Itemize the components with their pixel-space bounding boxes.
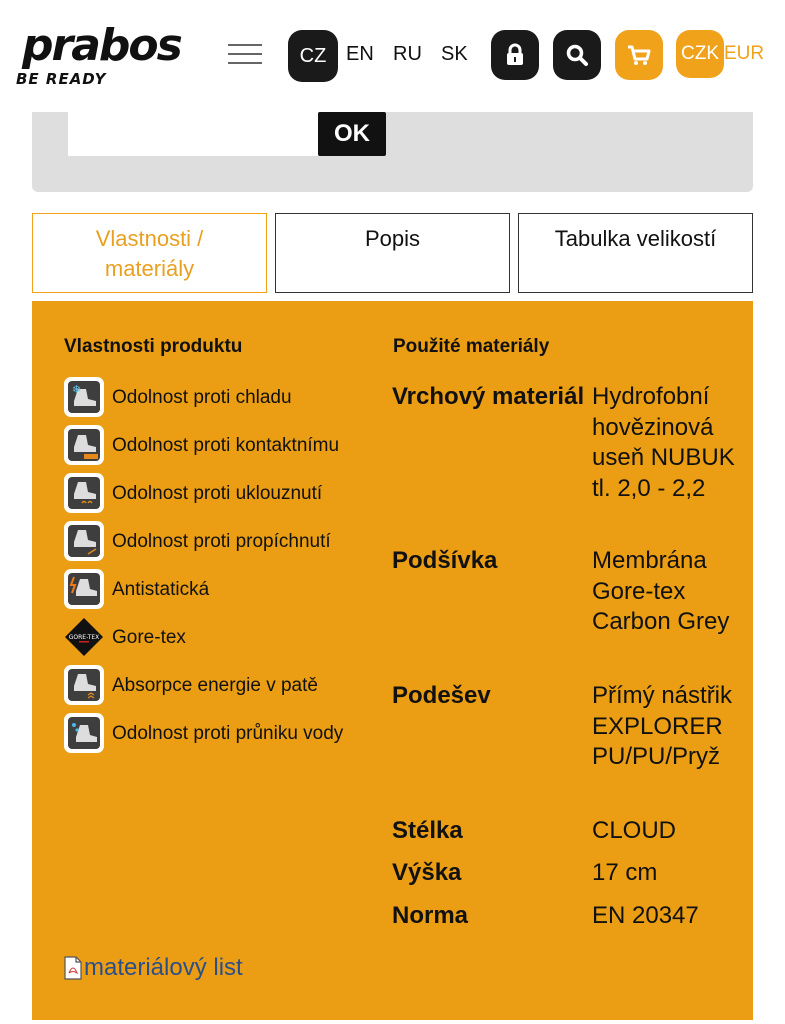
menu-icon[interactable] <box>228 44 262 66</box>
material-sheet-link[interactable] <box>64 956 243 980</box>
svg-text:❄: ❄ <box>72 384 82 396</box>
list-item <box>64 425 339 465</box>
material-value: Membrána Gore-tex Carbon Grey <box>592 547 730 635</box>
list-item <box>64 713 343 753</box>
logo-wordmark: prabos <box>22 20 181 71</box>
lang-ru[interactable]: RU <box>393 43 422 65</box>
material-value: EN 20347 <box>592 902 699 929</box>
feature-label: Antistatická <box>112 578 210 600</box>
search-input[interactable] <box>68 112 318 156</box>
search-icon[interactable] <box>553 30 601 80</box>
material-value: Přímý nástřik EXPLORER PU/PU/Pryž <box>592 682 733 770</box>
currency-eur[interactable]: EUR <box>724 43 765 64</box>
tab-label: Vlastnosti / materiály <box>95 226 204 281</box>
search-strip <box>32 112 753 192</box>
lang-cz[interactable]: CZ <box>288 30 338 82</box>
ok-button[interactable]: OK <box>318 112 386 156</box>
feature-label: Odolnost proti propíchnutí <box>112 530 331 552</box>
list-item <box>64 617 186 657</box>
feature-label: Odolnost proti chladu <box>112 386 292 408</box>
login-lock-icon[interactable] <box>491 30 539 80</box>
site-header <box>0 0 785 112</box>
list-item <box>64 665 318 705</box>
tab-label: Popis <box>364 226 421 251</box>
material-value: CLOUD <box>592 817 677 844</box>
materials-heading: Použité materiály <box>393 336 550 357</box>
list-item <box>64 377 292 417</box>
tab-label: Tabulka velikostí <box>554 226 717 251</box>
lang-sk[interactable]: SK <box>441 43 468 65</box>
currency-czk[interactable]: CZK <box>676 30 724 78</box>
feature-label: Odolnost proti uklouznutí <box>112 482 323 504</box>
prabos-logo[interactable] <box>16 16 216 88</box>
properties-panel <box>32 301 753 1020</box>
tab-size-chart[interactable] <box>518 213 753 293</box>
material-sheet-label: materiálový list <box>84 954 243 981</box>
svg-text:GORE-TEX: GORE-TEX <box>68 634 100 641</box>
cart-icon[interactable] <box>615 30 663 80</box>
heel-energy-absorption-icon <box>64 665 104 705</box>
tab-description[interactable] <box>275 213 510 293</box>
lang-en[interactable]: EN <box>346 43 374 65</box>
material-label: Výška <box>392 859 462 886</box>
water-resistance-icon <box>64 713 104 753</box>
list-item <box>64 473 322 513</box>
pdf-file-icon <box>64 956 82 980</box>
material-label: Podešev <box>392 682 491 709</box>
feature-label: Odolnost proti průniku vody <box>112 722 344 744</box>
material-label: Norma <box>392 902 469 929</box>
list-item <box>64 569 209 609</box>
properties-heading: Vlastnosti produktu <box>64 336 243 357</box>
antistatic-icon <box>64 569 104 609</box>
material-label: Stélka <box>392 817 463 844</box>
feature-label: Absorpce energie v patě <box>112 674 318 696</box>
material-label: Podšívka <box>392 547 498 574</box>
contact-heat-icon <box>64 425 104 465</box>
tab-properties-materials[interactable] <box>32 213 267 293</box>
cold-resistance-icon <box>64 377 104 417</box>
material-label: Vrchový materiál <box>392 383 585 410</box>
material-value: Hydrofobní hovězinová useň NUBUK tl. 2,0 - 2,2 <box>592 383 735 502</box>
feature-label: Gore-tex <box>112 626 186 648</box>
logo-tagline: BE READY <box>16 70 107 88</box>
slip-resistance-icon <box>64 473 104 513</box>
material-value: 17 cm <box>592 859 658 886</box>
gore-tex-icon <box>64 617 104 657</box>
puncture-resistance-icon <box>64 521 104 561</box>
list-item <box>64 521 331 561</box>
feature-label: Odolnost proti kontaktnímu <box>112 434 340 456</box>
